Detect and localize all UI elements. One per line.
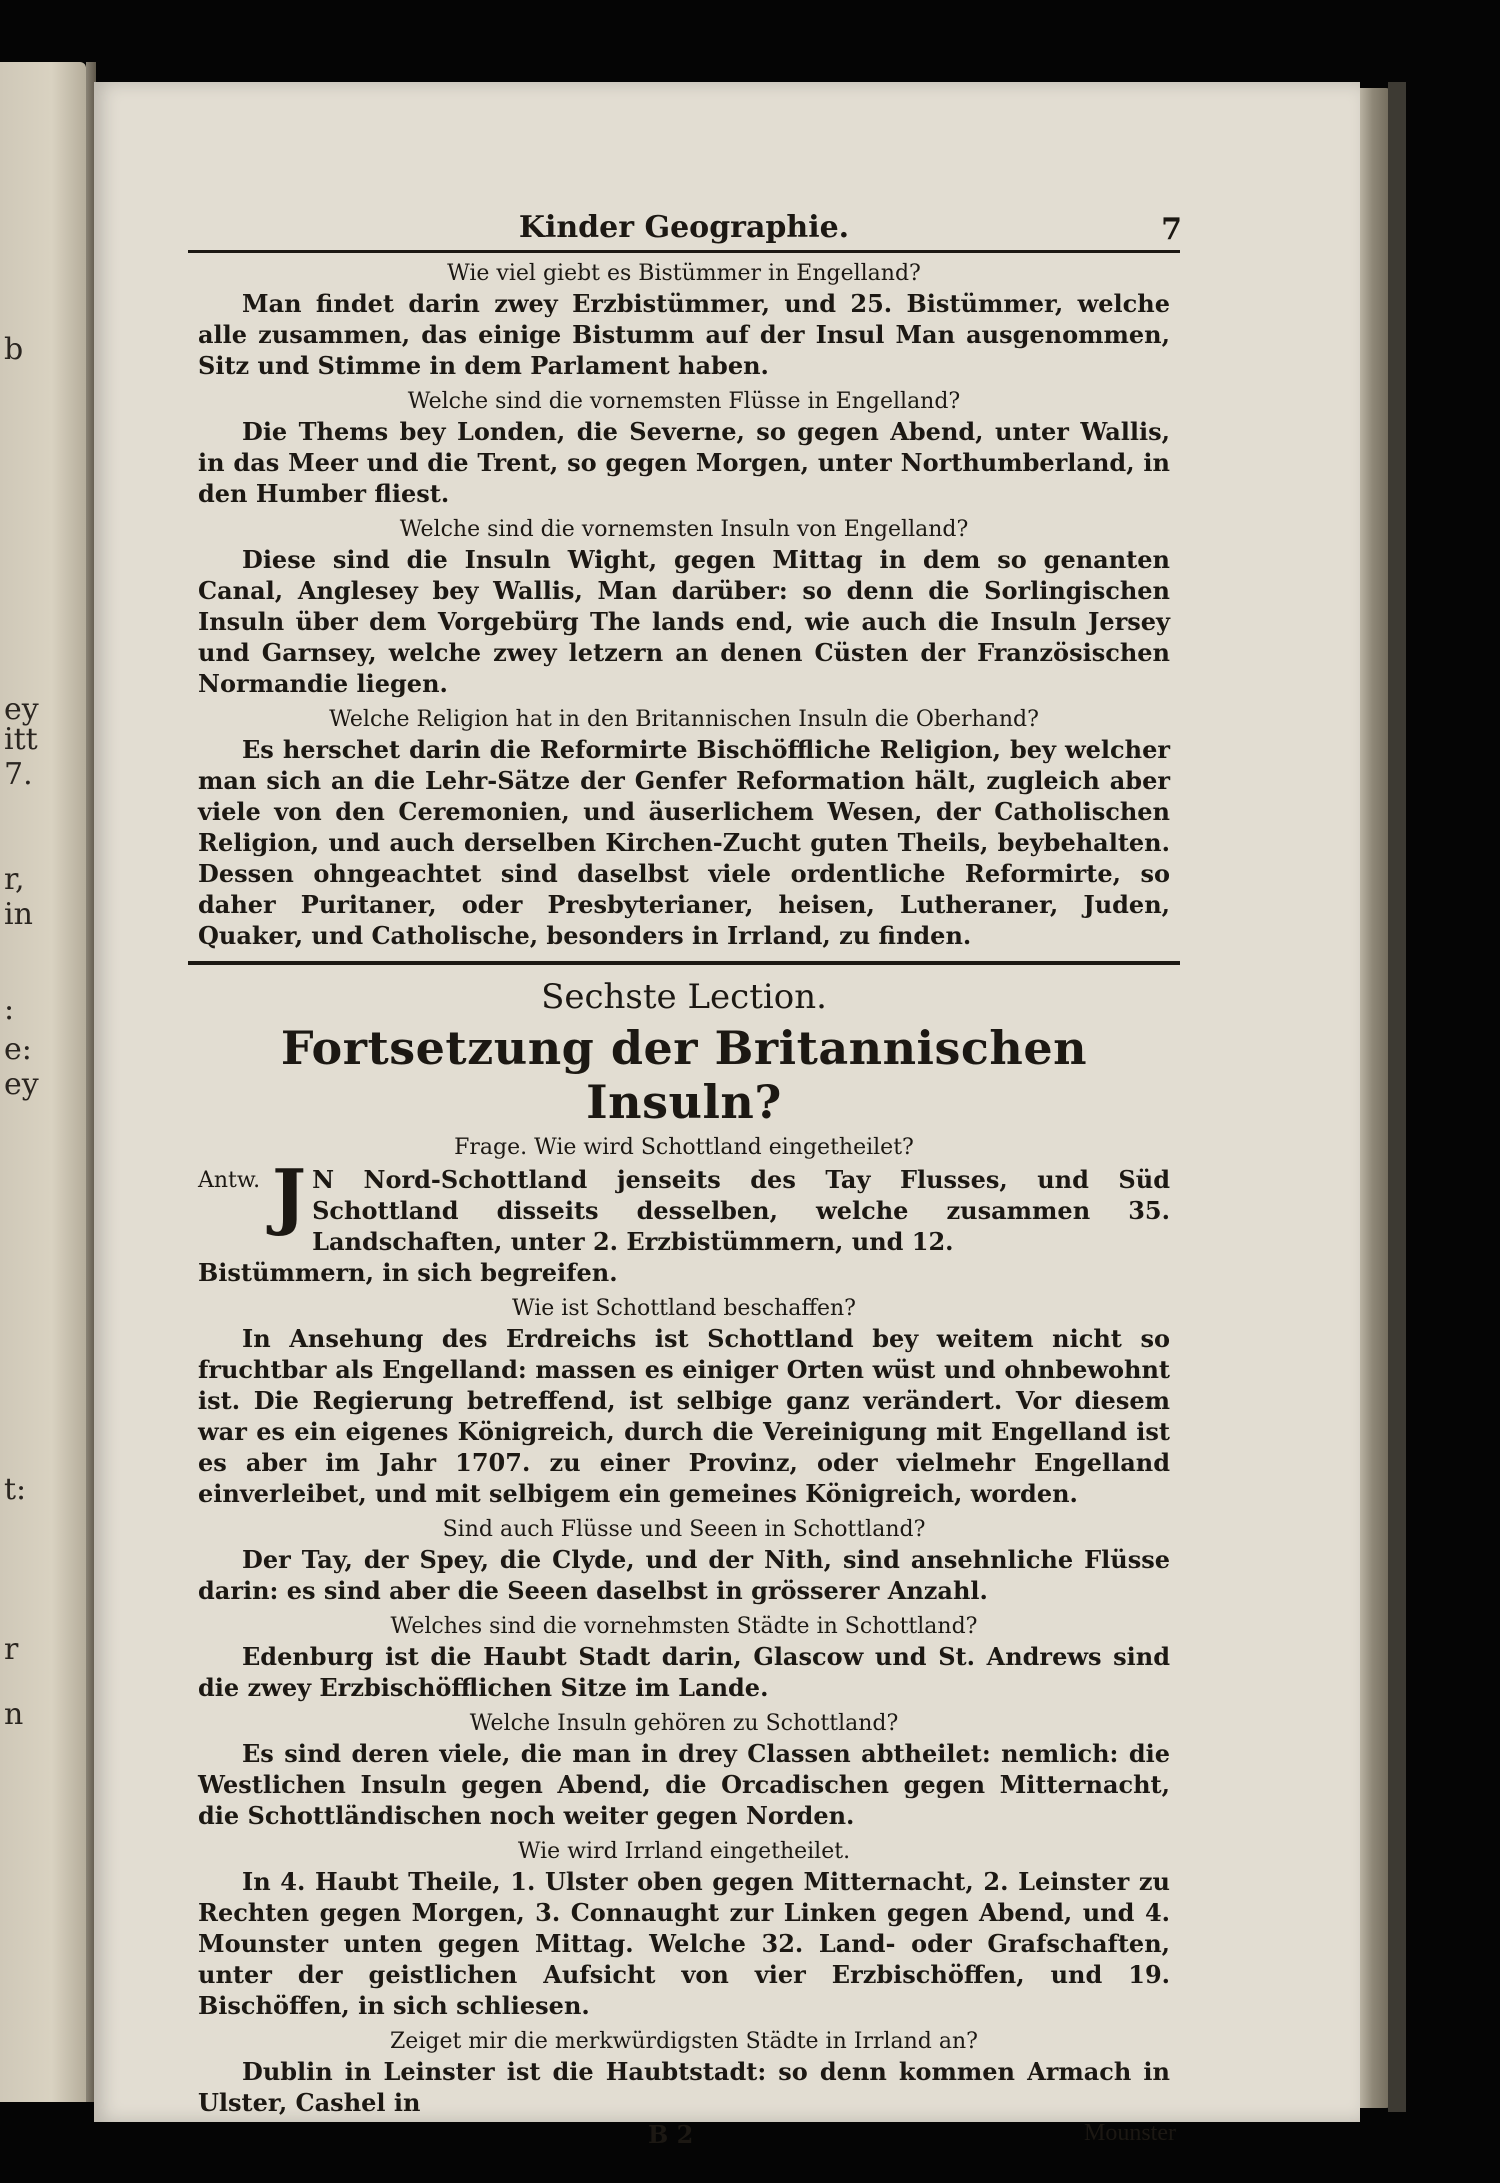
question: Sind auch Flüsse und Seeen in Schottland? bbox=[442, 1517, 926, 1542]
left-page-fragment bbox=[0, 62, 86, 2102]
qa-block bbox=[198, 517, 1170, 699]
question: Welche sind die vornemsten Insuln von Engelland? bbox=[399, 517, 969, 542]
left-page-text: itt bbox=[4, 722, 38, 757]
answer: Der Tay, der Spey, die Clyde, und der Nith, sind ansehnliche Flüsse darin: es sind aber die Seeen daselbst in grösserer Anzahl. bbox=[198, 1545, 1170, 1605]
left-page-text: in bbox=[4, 897, 33, 932]
answer: Edenburg ist die Haubt Stadt darin, Glascow und St. Andrews sind die zwey Erzbischöfflichen Sitze im Lande. bbox=[198, 1642, 1170, 1702]
qa-block bbox=[198, 707, 1170, 951]
answer: Es herschet darin die Reformirte Bischöffliche Religion, bey welcher man sich an die Lehr-Sätze der Genfer Reformation hält, zugleich aber viele von den Ceremonien, und äuserlichem Wesen, der Catholischen Religion, und auch derselben Kirchen-Zucht guten Theils, beybehalten. Dessen ohngeachtet sind daselbst viele ordentliche Reformirte, so daher Puritaner, oder Presbyterianer, heisen, Lutheraner, Juden, Quaker, und Catholische, besonders in Irrland, zu finden. bbox=[198, 735, 1170, 950]
qa-block bbox=[198, 1296, 1170, 1509]
question: Welche Religion hat in den Britannischen Insuln die Oberhand? bbox=[329, 707, 1039, 732]
question: Welche sind die vornemsten Flüsse in Engelland? bbox=[407, 389, 961, 414]
page-content bbox=[198, 210, 1182, 2154]
qa-block bbox=[198, 1614, 1170, 1703]
answer: In 4. Haubt Theile, 1. Ulster oben gegen Mitternacht, 2. Leinster zu Rechten gegen Morgen, 3. Connaught zur Linken gegen Abend, und 4. Mounster unten gegen Mittag. Welche 32. Land- oder Grafschaften, unter der geistlichen Aufsicht von vier Erzbischöffen, und 19. Bischöffen, in sich schliesen. bbox=[198, 1867, 1170, 2020]
question: Zeiget mir die merkwürdigsten Städte in Irrland an? bbox=[390, 2029, 978, 2054]
left-page-text: : bbox=[4, 992, 15, 1027]
answer-body bbox=[272, 1153, 1170, 1257]
answer-text: N Nord-Schottland jenseits des Tay Flusses, und Süd Schottland disseits desselben, welche zusammen 35. Landschaften, unter 2. Erzbistümmern, und 12. bbox=[312, 1165, 1170, 1256]
question: Welches sind die vornehmsten Städte in Schottland? bbox=[390, 1614, 978, 1639]
question: Wie wird Irrland eingetheilet. bbox=[517, 1839, 851, 1864]
qa-block bbox=[198, 1517, 1170, 1606]
lesson-number: Sechste Lection. bbox=[541, 977, 827, 1017]
header-title: Kinder Geographie. bbox=[518, 210, 850, 245]
signature-mark: B 2 bbox=[648, 2120, 694, 2149]
qa-block bbox=[198, 1839, 1170, 2021]
left-page-text: n bbox=[4, 1697, 24, 1732]
qa-block bbox=[198, 389, 1170, 509]
left-page-text: e: bbox=[4, 1032, 32, 1067]
answer: Diese sind die Insuln Wight, gegen Mittag in dem so genanten Canal, Anglesey bey Wallis, Man darüber: so denn die Sorlingischen Insuln über dem Vorgebürg The lands end, wie auch die Insuln Jersey und Garnsey, welche zwey letzern an denen Cüsten der Französischen Normandie liegen. bbox=[198, 545, 1170, 698]
answer: Man findet darin zwey Erzbistümmer, und 25. Bistümmer, welche alle zusammen, das einige Bistumm auf der Insul Man ausgenommen, Sitz und Stimme in dem Parlament haben. bbox=[198, 289, 1170, 380]
answer: Dublin in Leinster ist die Haubtstadt: so denn kommen Armach in Ulster, Cashel in bbox=[198, 2057, 1170, 2117]
qa-block bbox=[198, 2029, 1170, 2118]
answer-label: Antw. bbox=[198, 1168, 261, 1193]
lesson-answer bbox=[198, 1153, 1170, 1257]
qa-block bbox=[198, 261, 1170, 381]
catchword: Mounster bbox=[1084, 2120, 1176, 2146]
left-page-text: ey bbox=[4, 692, 39, 727]
header-rule bbox=[188, 250, 1180, 253]
section-rule bbox=[188, 961, 1180, 965]
left-page-text: r, bbox=[4, 862, 25, 897]
left-page-text: t: bbox=[4, 1472, 27, 1507]
question: Wie ist Schottland beschaffen? bbox=[512, 1296, 856, 1321]
lesson-question: Frage. Wie wird Schottland eingetheilet? bbox=[454, 1135, 914, 1160]
answer: Die Thems bey Londen, die Severne, so gegen Abend, unter Wallis, in das Meer und die Trent, so gegen Morgen, unter Northumberland, in den Humber fliest. bbox=[198, 417, 1170, 508]
answer-continuation: Bistümmern, in sich begreifen. bbox=[198, 1258, 618, 1287]
question: Wie viel giebt es Bistümmer in Engelland? bbox=[447, 261, 921, 286]
qa-block bbox=[198, 1711, 1170, 1831]
drop-capital: J bbox=[272, 1153, 307, 1238]
left-page-text: b bbox=[4, 332, 24, 367]
left-page-text: 7. bbox=[4, 757, 33, 792]
left-page-text: r bbox=[4, 1632, 19, 1667]
cover-board bbox=[1388, 82, 1406, 2112]
answer: Es sind deren viele, die man in drey Classen abtheilet: nemlich: die Westlichen Insuln gegen Abend, die Orcadischen gegen Mitternacht, die Schottländischen noch weiter gegen Norden. bbox=[198, 1739, 1170, 1830]
left-page-text: ey bbox=[4, 1067, 39, 1102]
question: Welche Insuln gehören zu Schottland? bbox=[469, 1711, 899, 1736]
running-header bbox=[198, 210, 1182, 250]
lesson-title: Fortsetzung der Britannischen Insuln? bbox=[280, 1021, 1088, 1129]
page-footer bbox=[198, 2118, 1176, 2154]
answer: In Ansehung des Erdreichs ist Schottland bey weitem nicht so fruchtbar als Engelland: massen es einiger Orten wüst und ohnbewohnt ist. Die Regierung betreffend, ist selbige ganz verändert. Vor diesem war es ein eigenes Königreich, durch die Vereinigung mit Engelland ist es aber im Jahr 1707. zu einer Provinz, oder vielmehr Engelland einverleibet, und mit selbigem ein gemeines Königreich, worden. bbox=[198, 1324, 1170, 1508]
page-number: 7 bbox=[1161, 212, 1182, 247]
